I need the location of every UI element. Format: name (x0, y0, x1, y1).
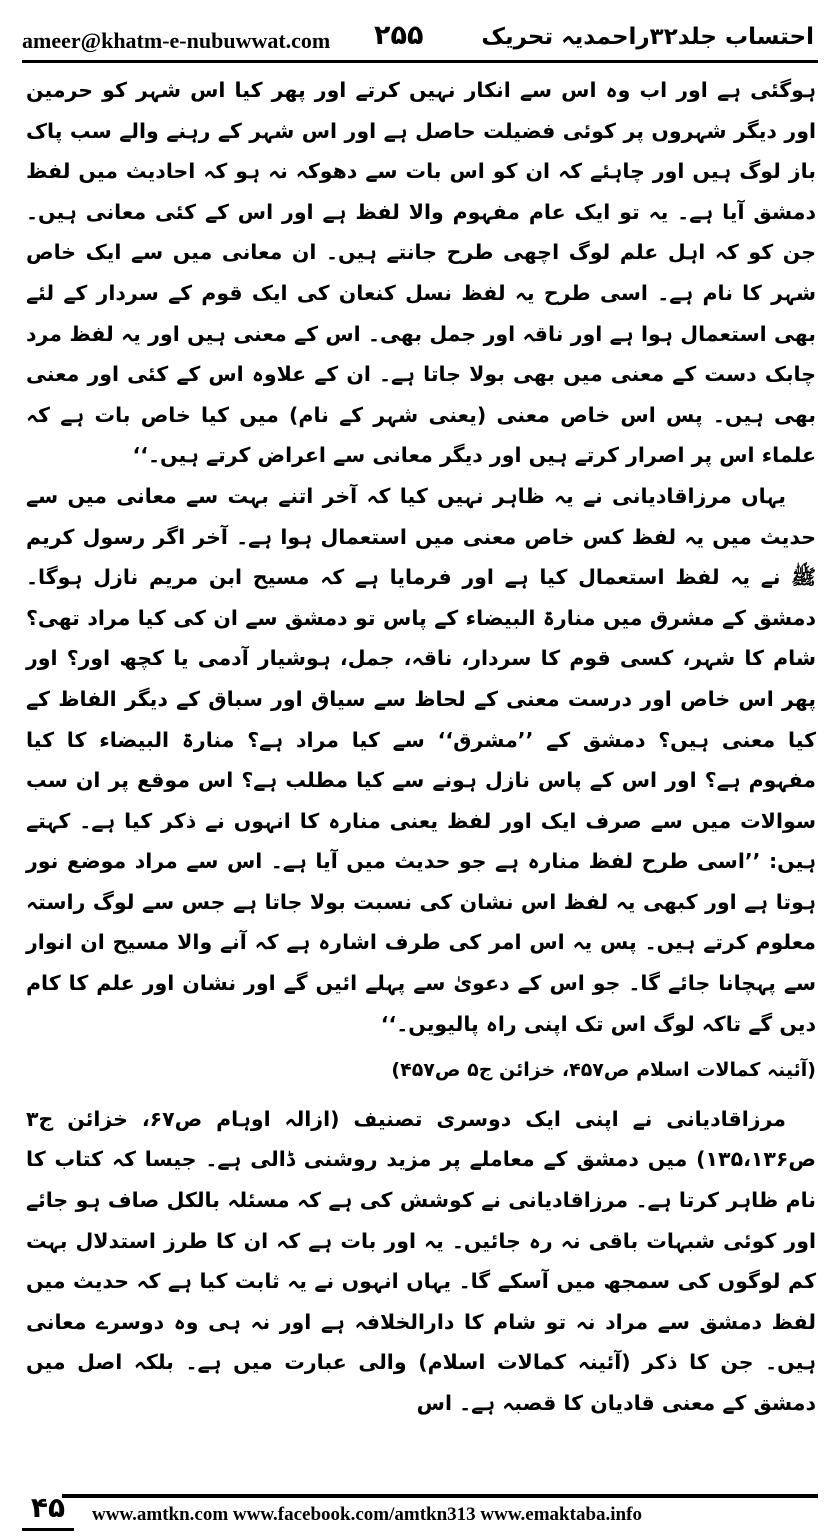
footer-links: www.amtkn.com www.facebook.com/amtkn313 www.emaktaba.info (92, 1504, 642, 1525)
page-header (22, 14, 818, 58)
footer-rule (62, 1494, 818, 1498)
paragraph-3: مرزاقادیانی نے اپنی ایک دوسری تصنیف (ازالہ اوہام ص۶۷، خزائن ج۳ ص۱۳۵،۱۳۶) میں دمشق کے معاملے پر مزید روشنی ڈالی ہے۔ جیسا کہ کتاب کا نام ظاہر کرتا ہے۔ مرزاقادیانی نے کوشش کی ہے کہ مسئلہ بالکل صاف ہو جائے اور کوئی شبہات باقی نہ رہ جائیں۔ یہ اور بات ہے کہ ان کا طرز استدلال بہت کم لوگوں کی سمجھ میں آسکے گا۔ یہاں انہوں نے یہ ثابت کیا ہے کہ حدیث میں لفظ دمشق سے مراد نہ تو شام کا دارالخلافہ ہے اور نہ ہی وہ دوسرے معانی ہیں۔ جن کا ذکر (آئینہ کمالات اسلام) والی عبارت میں ہے۔ بلکہ اصل میں دمشق کے معنی قادیان کا قصبہ ہے۔ اس (26, 1106, 816, 1415)
footer-page-number: ۴۵ (22, 1488, 74, 1531)
paragraph-1: ہوگئی ہے اور اب وہ اس سے انکار نہیں کرتے اور پھر کیا اس شہر کو حرمین اور دیگر شہروں پر کوئی فضیلت حاصل ہے اور اس شہر کے رہنے والے سب پاک باز لوگ ہیں اور چاہئے کہ ان کو اس بات سے دھوکہ نہ ہو کہ احادیث میں لفظ دمشق آیا ہے۔ یہ تو ایک عام مفہوم والا لفظ ہے اور اس کے کئی معانی ہیں۔ جن کو کہ اہل علم لوگ اچھی طرح جانتے ہیں۔ ان معانی میں سے ایک خاص شہر کا نام ہے۔ اسی طرح یہ لفظ نسل کنعان کی ایک قوم کے سردار کے لئے بھی استعمال ہوا ہے اور ناقہ اور جمل بھی۔ اس کے معنی ہیں اور یہ لفظ مرد چابک دست کے معنی میں بھی بولا جاتا ہے۔ ان کے علاوہ اس کے کئی اور معنی بھی ہیں۔ پس اس خاص معنی (یعنی شہر کے نام) میں کیا خاص بات ہے کہ علماء اس پر اصرار کرتے ہیں اور دیگر معانی سے اعراض کرتے ہیں۔‘‘ (26, 78, 816, 468)
page-body (26, 70, 816, 1424)
page-footer (22, 1491, 818, 1534)
citation-reference: (آئینہ کمالات اسلام ص۴۵۷، خزائن ج۵ ص۴۵۷) (391, 1059, 816, 1082)
paragraph-2: یہاں مرزاقادیانی نے یہ ظاہر نہیں کیا کہ آخر اتنے بہت سے معانی میں سے حدیث میں یہ لفظ کس خاص معنی میں استعمال ہوا ہے۔ آخر اگر رسول کریم ﷺ نے یہ لفظ استعمال کیا ہے اور فرمایا ہے کہ مسیح ابن مریم نازل ہوگا۔ دمشق کے مشرق میں منارۃ البیضاء کے پاس تو دمشق سے ان کی کیا مراد تھی؟ شام کا شہر، کسی قوم کا سردار، ناقہ، جمل، ہوشیار آدمی یا کچھ اور؟ اور پھر اس خاص اور درست معنی کے لحاظ سے سیاق اور سباق کے دیگر الفاظ کے کیا معنی ہیں؟ دمشق کے ’’مشرق‘‘ سے کیا مراد ہے؟ منارۃ البیضاء کا کیا مفہوم ہے؟ اور اس کے پاس نازل ہونے سے کیا مطلب ہے؟ اس موقع پر ان سب سوالات میں سے صرف ایک اور لفظ یعنی منارہ کا انہوں نے ذکر کیا ہے۔ کہتے ہیں: ’’اسی طرح لفظ منارہ ہے جو حدیث میں آیا ہے۔ اس سے مراد موضع نور ہوتا ہے اور کبھی یہ لفظ اس نشان کی نسبت بولا جاتا ہے جس سے لوگ راستہ معلوم کرتے ہیں۔ پس یہ اس امر کی طرف اشارہ ہے کہ آنے والا مسیح ان انوار سے پہچانا جائے گا۔ جو اس کے دعویٰ سے پہلے ائیں گے اور نشان اور علم کا کام دیں گے تاکہ لوگ اس تک اپنی راہ پالیویں۔‘‘ (26, 483, 816, 1036)
header-page-number: ۲۵۵ (374, 20, 424, 51)
header-title: احتساب جلد۳۲راحمدیہ تحریک (481, 24, 814, 50)
header-rule (22, 60, 818, 63)
header-email: ameer@khatm-e-nubuwwat.com (22, 28, 331, 53)
